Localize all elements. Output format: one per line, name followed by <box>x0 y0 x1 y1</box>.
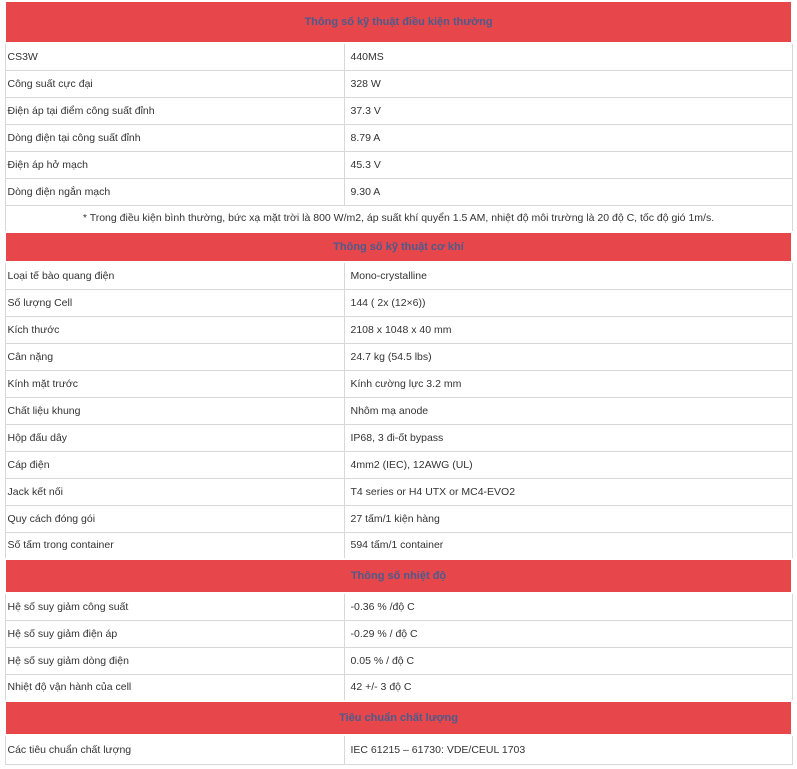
row-value: 42 +/- 3 độ C <box>344 674 792 701</box>
row-value: -0.29 % / độ C <box>344 620 792 647</box>
table-row <box>5 316 792 343</box>
table-row <box>5 593 792 620</box>
row-label: Số tấm trong container <box>5 532 344 559</box>
row-value: Nhôm mạ anode <box>344 397 792 424</box>
row-value: 45.3 V <box>344 151 792 178</box>
row-value: 37.3 V <box>344 97 792 124</box>
table-row <box>5 647 792 674</box>
section-header: Thông số kỹ thuật cơ khí <box>5 232 792 262</box>
table-row <box>5 505 792 532</box>
table-row <box>5 43 792 70</box>
row-label: Hệ số suy giảm công suất <box>5 593 344 620</box>
row-label: Dòng điện tại công suất đỉnh <box>5 124 344 151</box>
table-row <box>5 178 792 205</box>
table-row <box>5 70 792 97</box>
table-row <box>5 424 792 451</box>
row-label: Nhiệt độ vận hành của cell <box>5 674 344 701</box>
row-label: Điện áp tại điểm công suất đỉnh <box>5 97 344 124</box>
row-label: Kích thước <box>5 316 344 343</box>
table-row <box>5 620 792 647</box>
row-label: Hệ số suy giảm dòng điện <box>5 647 344 674</box>
condition-note: * Trong điều kiện bình thường, bức xạ mặt trời là 800 W/m2, áp suất khí quyển 1.5 AM, nhiệt độ môi trường là 20 độ C, tốc độ gió 1m/s. <box>5 205 792 232</box>
row-label: Dòng điện ngắn mạch <box>5 178 344 205</box>
table-row <box>5 262 792 289</box>
row-label: CS3W <box>5 43 344 70</box>
table-row <box>5 532 792 559</box>
table-row <box>5 343 792 370</box>
table-row <box>5 289 792 316</box>
section-header: Thông số kỹ thuật điều kiện thường <box>5 1 792 43</box>
row-value: 9.30 A <box>344 178 792 205</box>
table-row <box>5 397 792 424</box>
table-row <box>5 451 792 478</box>
row-label: Hộp đấu dây <box>5 424 344 451</box>
row-label: Kính mặt trước <box>5 370 344 397</box>
row-value: -0.36 % /độ C <box>344 593 792 620</box>
row-value: IP68, 3 đi-ốt bypass <box>344 424 792 451</box>
section-header: Tiêu chuẩn chất lượng <box>5 701 792 735</box>
row-value: Kính cường lực 3.2 mm <box>344 370 792 397</box>
section-header: Thông số nhiệt độ <box>5 559 792 593</box>
section-header-row <box>5 1 792 43</box>
row-value: 4mm2 (IEC), 12AWG (UL) <box>344 451 792 478</box>
row-value: 8.79 A <box>344 124 792 151</box>
row-value: 24.7 kg (54.5 lbs) <box>344 343 792 370</box>
table-row <box>5 97 792 124</box>
row-value: 440MS <box>344 43 792 70</box>
table-row <box>5 735 792 764</box>
row-value: 0.05 % / độ C <box>344 647 792 674</box>
row-label: Số lượng Cell <box>5 289 344 316</box>
table-row <box>5 478 792 505</box>
row-value: T4 series or H4 UTX or MC4-EVO2 <box>344 478 792 505</box>
row-label: Cân nặng <box>5 343 344 370</box>
row-value: Mono-crystalline <box>344 262 792 289</box>
row-label: Các tiêu chuẩn chất lượng <box>5 735 344 764</box>
row-label: Chất liệu khung <box>5 397 344 424</box>
section-header-row <box>5 232 792 262</box>
row-label: Jack kết nối <box>5 478 344 505</box>
section-header-row <box>5 559 792 593</box>
section-header-row <box>5 701 792 735</box>
table-row <box>5 370 792 397</box>
row-label: Hệ số suy giảm điện áp <box>5 620 344 647</box>
spec-table <box>4 0 793 765</box>
row-value: 27 tấm/1 kiện hàng <box>344 505 792 532</box>
table-row <box>5 124 792 151</box>
row-value: 328 W <box>344 70 792 97</box>
row-label: Cáp điện <box>5 451 344 478</box>
note-row <box>5 205 792 232</box>
row-value: IEC 61215 – 61730: VDE/CEUL 1703 <box>344 735 792 764</box>
row-value: 594 tấm/1 container <box>344 532 792 559</box>
row-value: 144 ( 2x (12×6)) <box>344 289 792 316</box>
row-label: Quy cách đóng gói <box>5 505 344 532</box>
row-label: Loại tế bào quang điện <box>5 262 344 289</box>
row-value: 2108 x 1048 x 40 mm <box>344 316 792 343</box>
row-label: Điện áp hở mạch <box>5 151 344 178</box>
row-label: Công suất cực đại <box>5 70 344 97</box>
table-row <box>5 151 792 178</box>
table-row <box>5 674 792 701</box>
